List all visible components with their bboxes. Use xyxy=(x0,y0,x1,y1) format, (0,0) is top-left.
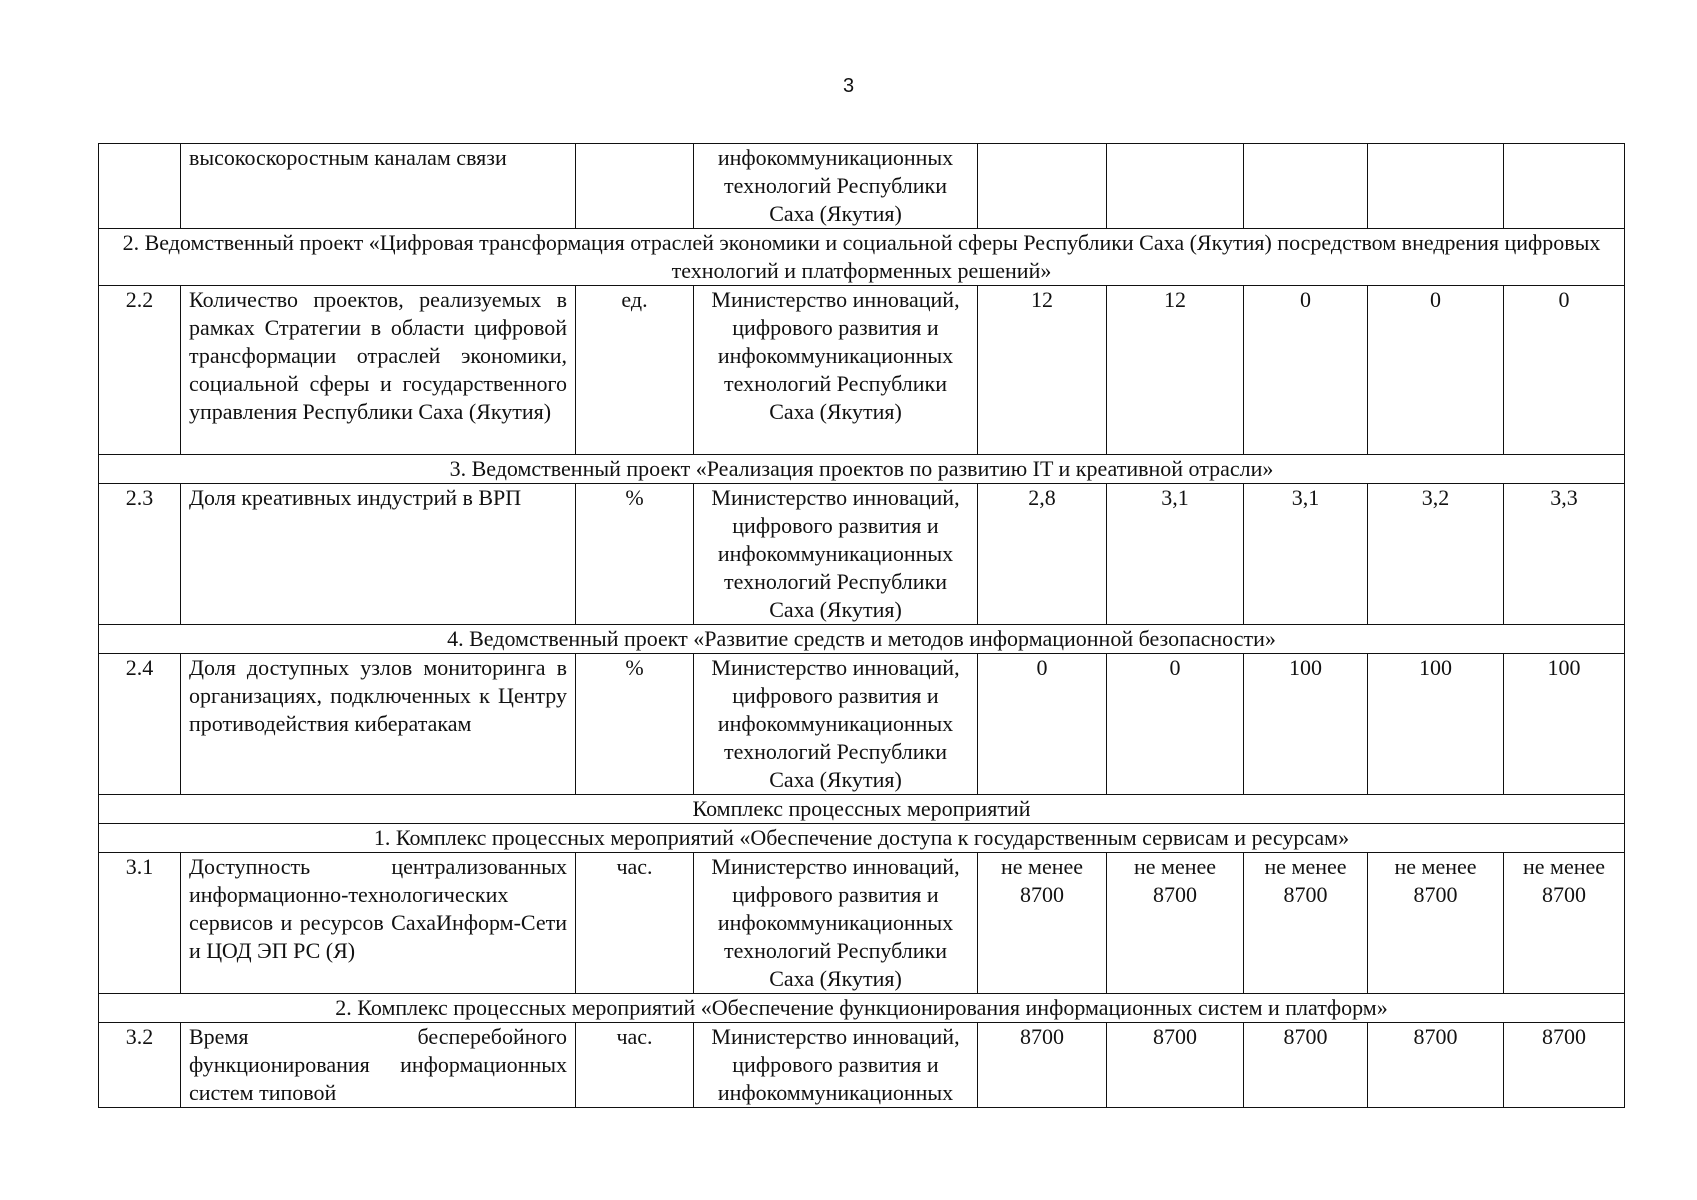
cell-num: 2.3 xyxy=(99,484,181,625)
section-row xyxy=(99,625,1625,654)
cell-value: 100 xyxy=(1368,654,1504,795)
cell-value: 3,1 xyxy=(1244,484,1368,625)
section-row xyxy=(99,994,1625,1023)
cell-value: 0 xyxy=(1368,286,1504,455)
table-row xyxy=(99,654,1625,795)
cell-indicator-name: Доступность централизованных информационно-технологических сервисов и ресурсов СахаИнформ-Сети и ЦОД ЭП РС (Я) xyxy=(181,853,576,994)
cell-unit: % xyxy=(576,484,694,625)
cell-value: 12 xyxy=(978,286,1107,455)
cell-unit xyxy=(576,144,694,229)
cell-responsible: Министерство инноваций, цифрового развития и инфокоммуникационных технологий Республики Саха (Якутия) xyxy=(694,484,978,625)
cell-value xyxy=(1368,144,1504,229)
section-row xyxy=(99,824,1625,853)
cell-value: 8700 xyxy=(978,1023,1107,1108)
cell-value: не менее 8700 xyxy=(1107,853,1244,994)
cell-unit: час. xyxy=(576,1023,694,1108)
cell-value: 0 xyxy=(1244,286,1368,455)
section-title: 1. Комплекс процессных мероприятий «Обеспечение доступа к государственным сервисам и ресурсам» xyxy=(99,824,1625,853)
table-row xyxy=(99,853,1625,994)
cell-responsible: инфокоммуникационных технологий Республики Саха (Якутия) xyxy=(694,144,978,229)
cell-num: 3.1 xyxy=(99,853,181,994)
section-title: 2. Комплекс процессных мероприятий «Обеспечение функционирования информационных систем и платформ» xyxy=(99,994,1625,1023)
cell-num: 2.2 xyxy=(99,286,181,455)
cell-value: 100 xyxy=(1244,654,1368,795)
cell-indicator-name: высокоскоростным каналам связи xyxy=(181,144,576,229)
cell-value: 3,1 xyxy=(1107,484,1244,625)
cell-value xyxy=(978,144,1107,229)
table-row xyxy=(99,1023,1625,1108)
cell-num: 2.4 xyxy=(99,654,181,795)
cell-value: 3,3 xyxy=(1504,484,1625,625)
cell-value: 0 xyxy=(1107,654,1244,795)
cell-responsible: Министерство инноваций, цифрового развития и инфокоммуникационных технологий Республики Саха (Якутия) xyxy=(694,853,978,994)
indicators-table xyxy=(98,143,1625,1108)
cell-indicator-name: Доля доступных узлов мониторинга в организациях, подключенных к Центру противодействия кибератакам xyxy=(181,654,576,795)
cell-value: 0 xyxy=(1504,286,1625,455)
table-row xyxy=(99,286,1625,455)
cell-value: 2,8 xyxy=(978,484,1107,625)
cell-unit: % xyxy=(576,654,694,795)
cell-indicator-name: Время бесперебойного функционирования информационных систем типовой xyxy=(181,1023,576,1108)
table-row xyxy=(99,484,1625,625)
cell-value: 0 xyxy=(978,654,1107,795)
table-row-continued xyxy=(99,144,1625,229)
cell-indicator-name: Доля креативных индустрий в ВРП xyxy=(181,484,576,625)
cell-responsible: Министерство инноваций, цифрового развития и инфокоммуникационных технологий Республики Саха (Якутия) xyxy=(694,286,978,455)
cell-value: не менее 8700 xyxy=(1368,853,1504,994)
cell-responsible: Министерство инноваций, цифрового развития и инфокоммуникационных технологий Республики Саха (Якутия) xyxy=(694,654,978,795)
cell-unit: час. xyxy=(576,853,694,994)
cell-value xyxy=(1504,144,1625,229)
cell-value: 8700 xyxy=(1368,1023,1504,1108)
cell-value xyxy=(1244,144,1368,229)
cell-value: не менее 8700 xyxy=(1504,853,1625,994)
section-title: 2. Ведомственный проект «Цифровая трансформация отраслей экономики и социальной сферы Республики Саха (Якутия) посредством внедрения цифровых технологий и платформенных решений» xyxy=(99,229,1625,286)
cell-value: не менее 8700 xyxy=(1244,853,1368,994)
cell-value: 100 xyxy=(1504,654,1625,795)
cell-value: 8700 xyxy=(1107,1023,1244,1108)
section-heading: Комплекс процессных мероприятий xyxy=(99,795,1625,824)
cell-indicator-name: Количество проектов, реализуемых в рамках Стратегии в области цифровой трансформации отраслей экономики, социальной сферы и государственного управления Республики Саха (Якутия) xyxy=(181,286,576,455)
section-row xyxy=(99,795,1625,824)
section-title: 4. Ведомственный проект «Развитие средств и методов информационной безопасности» xyxy=(99,625,1625,654)
cell-value xyxy=(1107,144,1244,229)
cell-unit: ед. xyxy=(576,286,694,455)
section-row xyxy=(99,229,1625,286)
cell-num: 3.2 xyxy=(99,1023,181,1108)
cell-value: 12 xyxy=(1107,286,1244,455)
cell-value: 8700 xyxy=(1244,1023,1368,1108)
cell-value: 8700 xyxy=(1504,1023,1625,1108)
cell-responsible: Министерство инноваций, цифрового развития и инфокоммуникационных xyxy=(694,1023,978,1108)
cell-num xyxy=(99,144,181,229)
section-row xyxy=(99,455,1625,484)
cell-value: не менее 8700 xyxy=(978,853,1107,994)
cell-value: 3,2 xyxy=(1368,484,1504,625)
section-title: 3. Ведомственный проект «Реализация проектов по развитию IT и креативной отрасли» xyxy=(99,455,1625,484)
page-number: 3 xyxy=(842,75,855,97)
